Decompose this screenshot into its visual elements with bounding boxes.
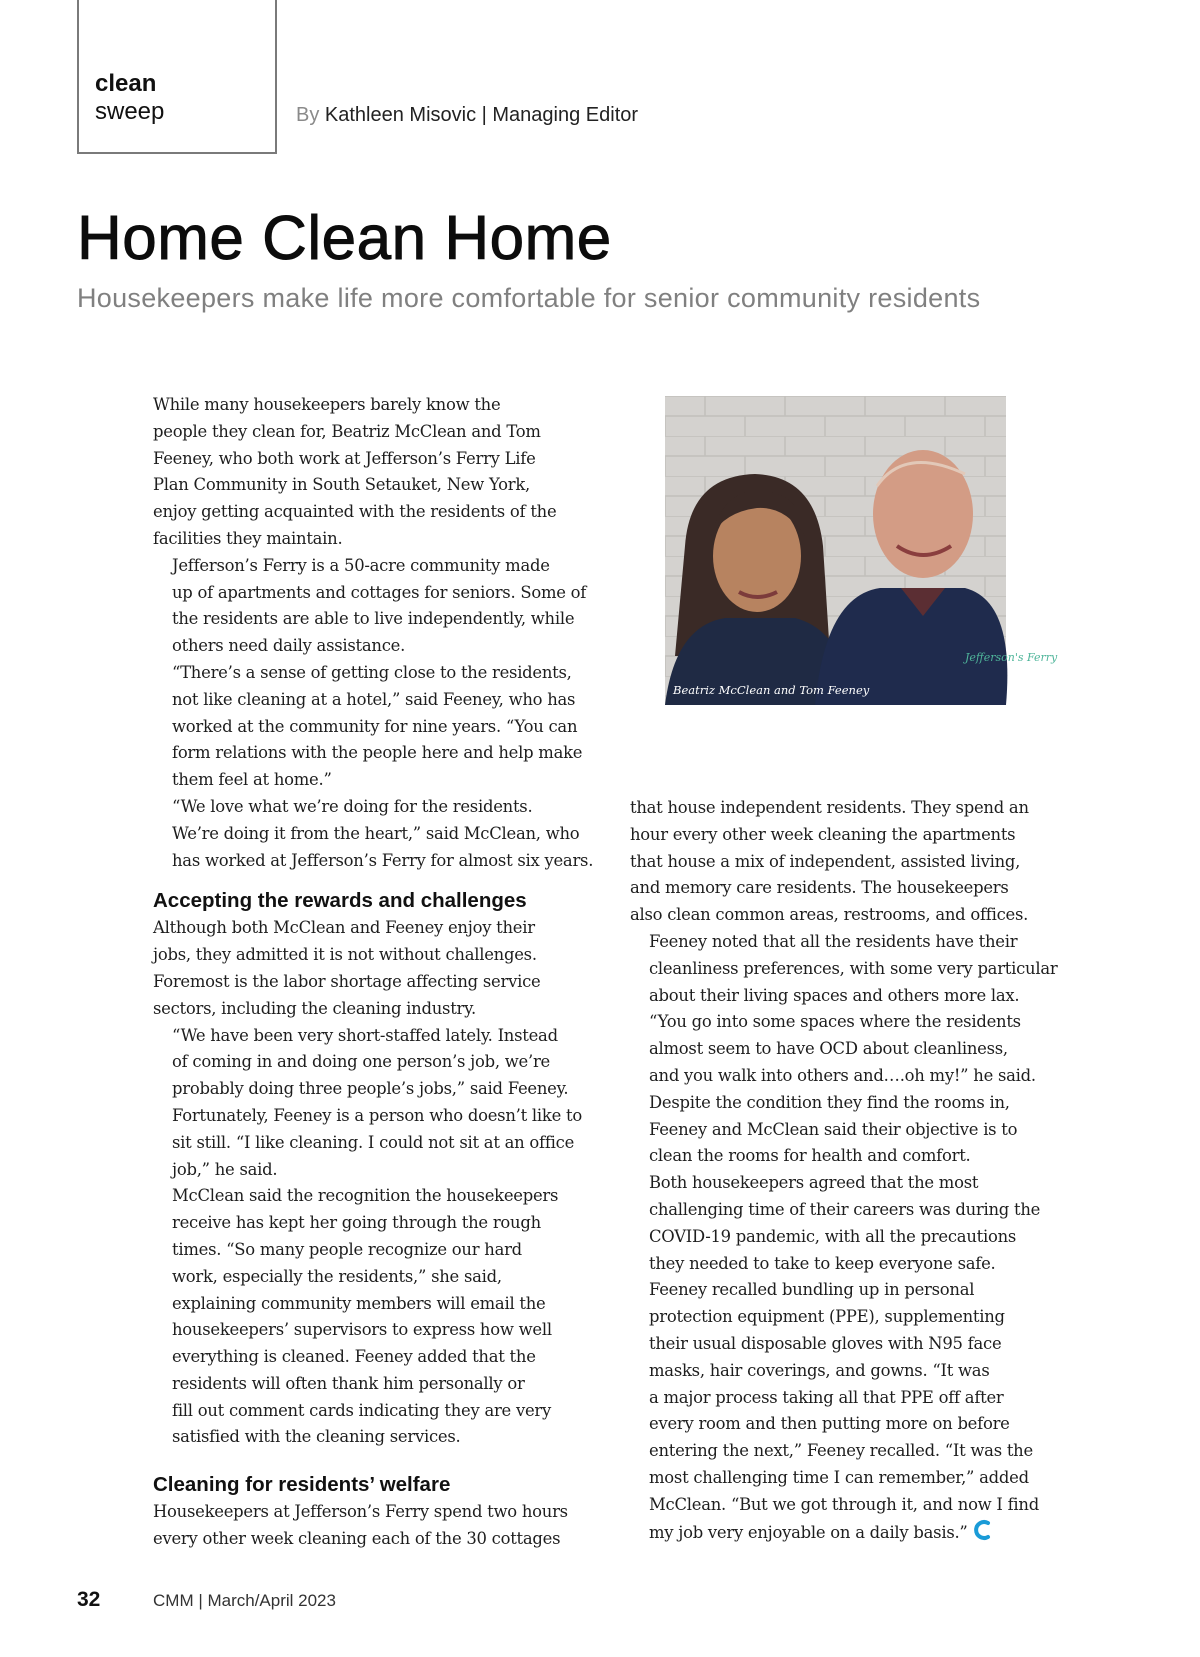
section-heading-welfare: Cleaning for residents’ welfare — [153, 1473, 451, 1497]
text-line: receive has kept her going through the rough — [172, 1213, 541, 1233]
page-title: Home Clean Home — [77, 204, 612, 273]
paragraph — [153, 1183, 583, 1451]
text-line: “There’s a sense of getting close to the residents, — [172, 662, 572, 682]
text-line: entering the next,” Feeney recalled. “It was the — [649, 1441, 1033, 1461]
text-line: Plan Community in South Setauket, New York, — [153, 475, 530, 495]
text-line: the residents are able to live independently, while — [172, 609, 575, 629]
byline — [296, 104, 638, 127]
paragraph — [153, 553, 587, 660]
text-line: job,” he said. — [172, 1159, 278, 1179]
text-line: We’re doing it from the heart,” said McClean, who — [172, 823, 580, 843]
text-line: every other week cleaning each of the 30 cottages — [153, 1529, 561, 1549]
text-line: form relations with the people here and help make — [172, 743, 583, 763]
text-line: Despite the condition they find the rooms in, — [649, 1092, 1010, 1112]
end-of-article-icon — [972, 1519, 992, 1541]
text-line: Foremost is the labor shortage affecting service — [153, 971, 541, 991]
text-line: Feeney and McClean said their objective is to — [649, 1119, 1018, 1139]
text-line: housekeepers’ supervisors to express how well — [172, 1320, 552, 1340]
text-line: about their living spaces and others more lax. — [649, 985, 1020, 1005]
text-line: people they clean for, Beatriz McClean and Tom — [153, 421, 541, 441]
text-line: fill out comment cards indicating they are very — [172, 1400, 552, 1420]
text-line: that house independent residents. They spend an — [630, 798, 1029, 817]
page-subtitle: Housekeepers make life more comfortable for senior community residents — [77, 283, 981, 313]
text-line: Feeney, who both work at Jefferson’s Ferry Life — [153, 448, 536, 468]
text-line: sectors, including the cleaning industry. — [153, 998, 476, 1018]
text-line: they needed to take to keep everyone safe. — [649, 1253, 996, 1273]
text-line: enjoy getting acquainted with the residents of the — [153, 502, 557, 522]
text-line: facilities they maintain. — [153, 528, 343, 548]
photo-caption: Beatriz McClean and Tom Feeney — [673, 683, 870, 697]
text-line: of coming in and doing one person’s job, we’re — [172, 1052, 551, 1072]
text-line: not like cleaning at a hotel,” said Feeney, who has — [172, 689, 576, 709]
text-line: Jefferson’s Ferry is a 50-acre community made — [172, 555, 550, 575]
text-line: others need daily assistance. — [172, 636, 406, 656]
text-line: “We have been very short-staffed lately. Instead — [172, 1025, 558, 1045]
text-line: everything is cleaned. Feeney added that the — [172, 1347, 536, 1367]
paragraph — [153, 1023, 583, 1184]
article-photo — [665, 396, 1058, 705]
section-label-box — [77, 0, 277, 154]
text-line: times. “So many people recognize our hard — [172, 1239, 522, 1259]
text-line: has worked at Jefferson’s Ferry for almost six years. — [172, 850, 594, 870]
text-line: Housekeepers at Jefferson’s Ferry spend two hours — [153, 1502, 568, 1522]
text-line: Feeney recalled bundling up in personal — [649, 1280, 975, 1300]
text-line: work, especially the residents,” she said, — [172, 1266, 502, 1286]
byline-prefix: By — [296, 104, 320, 126]
paragraph — [630, 929, 1058, 1170]
text-line: also clean common areas, restrooms, and offices. — [630, 905, 1029, 925]
text-line: McClean said the recognition the housekeepers — [172, 1186, 559, 1206]
paragraph — [153, 660, 583, 794]
article-column-1 — [153, 392, 594, 1553]
text-line: up of apartments and cottages for seniors. Some of — [172, 582, 587, 602]
text-line: their usual disposable gloves with N95 face — [649, 1333, 1002, 1353]
paragraph — [153, 392, 583, 553]
text-line: cleanliness preferences, with some very particular — [649, 958, 1058, 978]
photo-illustration — [665, 396, 1058, 705]
section-label-bold: clean — [95, 70, 157, 97]
text-line: them feel at home.” — [172, 770, 332, 790]
text-line: Both housekeepers agreed that the most — [649, 1173, 979, 1193]
text-line: “We love what we’re doing for the residents. — [172, 796, 533, 816]
paragraph — [153, 1499, 583, 1553]
text-line: jobs, they admitted it is not without challenges. — [153, 945, 537, 965]
text-line: and memory care residents. The housekeepers — [630, 878, 1009, 898]
section-heading-rewards: Accepting the rewards and challenges — [153, 889, 527, 913]
text-line: explaining community members will email the — [172, 1293, 546, 1313]
text-line: satisfied with the cleaning services. — [172, 1427, 461, 1447]
text-line: challenging time of their careers was during the — [649, 1199, 1041, 1219]
section-label-light: sweep — [95, 98, 165, 125]
paragraph — [153, 915, 583, 1022]
text-line: Fortunately, Feeney is a person who doesn’t like to — [172, 1105, 582, 1125]
text-line: McClean. “But we got through it, and now I find — [649, 1494, 1039, 1514]
text-line: a major process taking all that PPE off after — [649, 1387, 1004, 1407]
text-line: clean the rooms for health and comfort. — [649, 1146, 971, 1166]
text-line: my job very enjoyable on a daily basis.” — [630, 1519, 1055, 1547]
page-number: 32 — [77, 1588, 101, 1611]
text-line: protection equipment (PPE), supplementing — [649, 1307, 1005, 1327]
paragraph — [630, 795, 1055, 929]
text-line: that house a mix of independent, assisted living, — [630, 851, 1021, 871]
text-line: most challenging time I can remember,” added — [649, 1467, 1029, 1487]
text-line: Although both McClean and Feeney enjoy their — [153, 918, 535, 938]
text-line: worked at the community for nine years. “You can — [172, 716, 578, 736]
text-line: and you walk into others and….oh my!” he said. — [649, 1065, 1036, 1085]
paragraph — [630, 1170, 1055, 1546]
text-line: masks, hair coverings, and gowns. “It was — [649, 1360, 990, 1380]
article-column-2 — [630, 795, 1058, 1546]
shirt-logo-text: Jefferson's Ferry — [965, 651, 1058, 664]
text-line: every room and then putting more on before — [649, 1414, 1010, 1434]
byline-author: Kathleen Misovic | Managing Editor — [324, 104, 639, 126]
text-line: residents will often thank him personally or — [172, 1373, 525, 1393]
text-line: Feeney noted that all the residents have their — [649, 931, 1018, 951]
paragraph — [153, 794, 594, 874]
text-line: “You go into some spaces where the residents — [649, 1012, 1021, 1032]
text-line: COVID-19 pandemic, with all the precautions — [649, 1226, 1017, 1246]
publication-footer: CMM | March/April 2023 — [153, 1591, 336, 1610]
text-line: almost seem to have OCD about cleanliness, — [649, 1039, 1008, 1059]
text-line: probably doing three people’s jobs,” said Feeney. — [172, 1079, 569, 1099]
text-line: While many housekeepers barely know the — [153, 395, 501, 414]
text-line: sit still. “I like cleaning. I could not sit at an office — [172, 1132, 575, 1152]
text-line: hour every other week cleaning the apartments — [630, 824, 1016, 844]
